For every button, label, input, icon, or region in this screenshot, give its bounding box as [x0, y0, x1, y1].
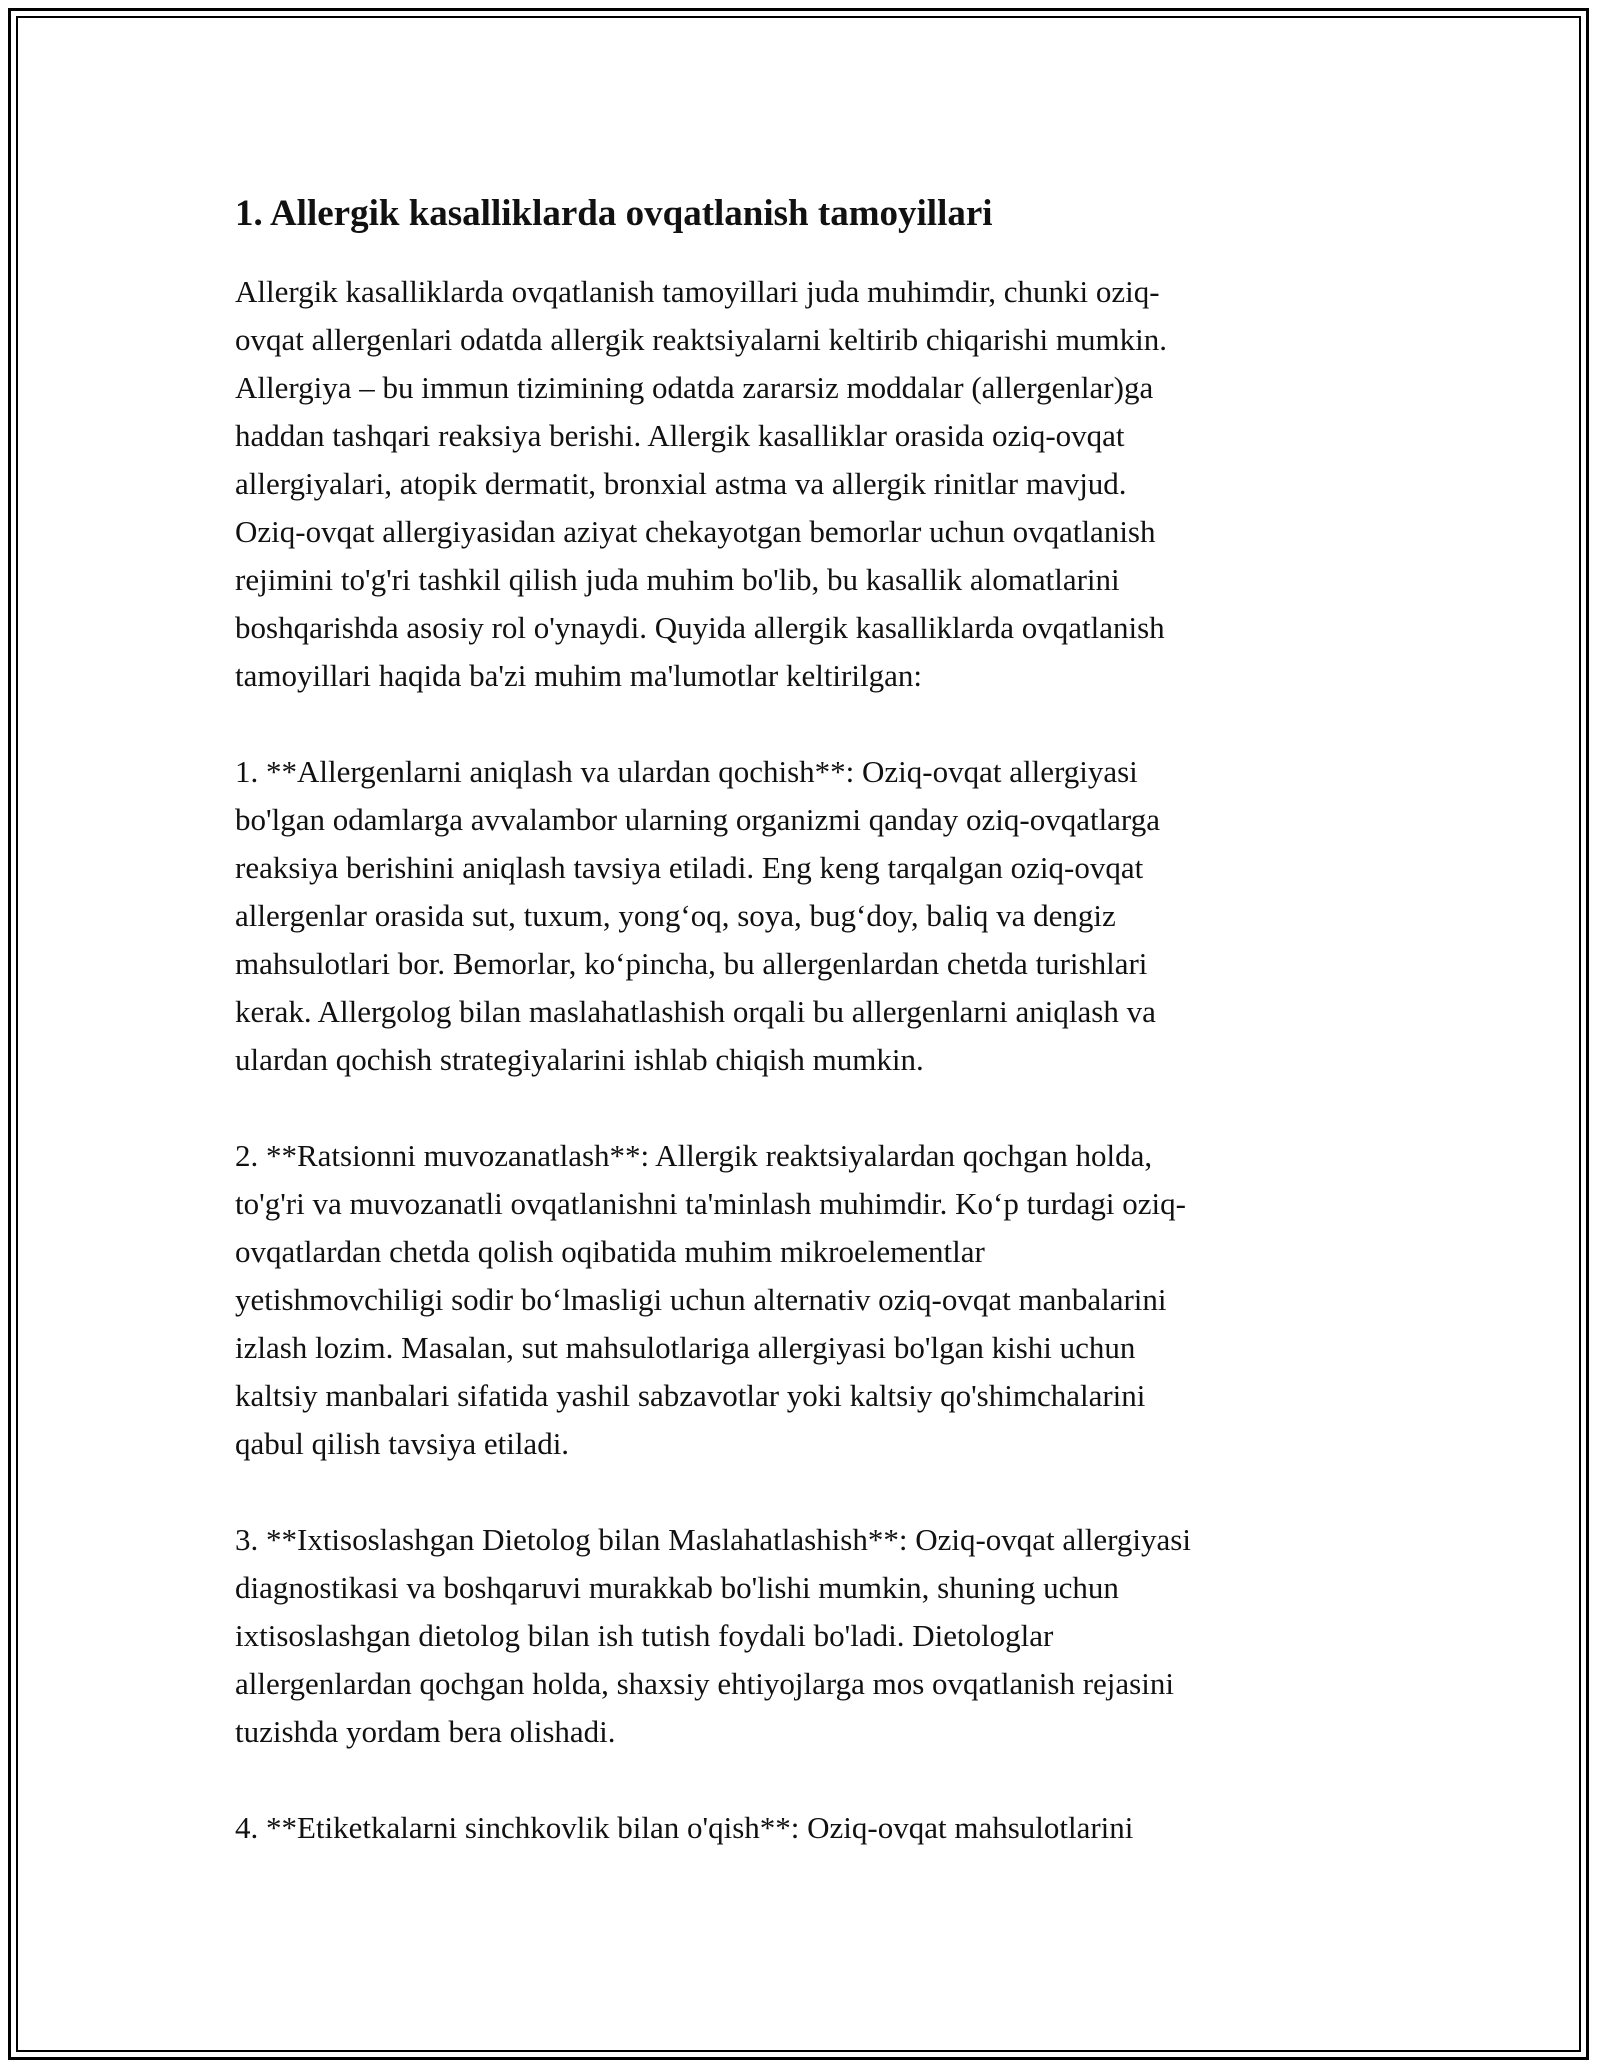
list-item-4-paragraph: [235, 1804, 1385, 1852]
text-line: reaksiya berishini aniqlash tavsiya etiladi. Eng keng tarqalgan oziq-ovqat: [235, 850, 1144, 885]
text-line: ovqat allergenlari odatda allergik reaktsiyalarni keltirib chiqarishi mumkin.: [235, 322, 1168, 357]
text-line: bo'lgan odamlarga avvalambor ularning organizmi qanday oziq-ovqatlarga: [235, 802, 1160, 837]
text-line: Oziq-ovqat allergiyasidan aziyat chekayotgan bemorlar uchun ovqatlanish: [235, 514, 1156, 549]
text-line: Allergik kasalliklarda ovqatlanish tamoyillari juda muhimdir, chunki oziq-: [235, 274, 1160, 309]
text-line: boshqarishda asosiy rol o'ynaydi. Quyida allergik kasalliklarda ovqatlanish: [235, 610, 1165, 645]
text-line: allergenlardan qochgan holda, shaxsiy ehtiyojlarga mos ovqatlanish rejasini: [235, 1666, 1174, 1701]
text-line: mahsulotlari bor. Bemorlar, ko‘pincha, bu allergenlardan chetda turishlari: [235, 946, 1148, 981]
text-line: kerak. Allergolog bilan maslahatlashish orqali bu allergenlarni aniqlash va: [235, 994, 1156, 1029]
list-item-3-paragraph: [235, 1516, 1385, 1756]
text-line: izlash lozim. Masalan, sut mahsulotlariga allergiyasi bo'lgan kishi uchun: [235, 1330, 1136, 1365]
text-line: ixtisoslashgan dietolog bilan ish tutish foydali bo'ladi. Dietologlar: [235, 1618, 1054, 1653]
text-line: allergiyalari, atopik dermatit, bronxial astma va allergik rinitlar mavjud.: [235, 466, 1127, 501]
text-line: qabul qilish tavsiya etiladi.: [235, 1426, 570, 1461]
text-line: to'g'ri va muvozanatli ovqatlanishni ta'minlash muhimdir. Ko‘p turdagi oziq-: [235, 1186, 1186, 1221]
text-line: ulardan qochish strategiyalarini ishlab chiqish mumkin.: [235, 1042, 924, 1077]
text-line: kaltsiy manbalari sifatida yashil sabzavotlar yoki kaltsiy qo'shimchalarini: [235, 1378, 1146, 1413]
text-line: 1. **Allergenlarni aniqlash va ulardan qochish**: Oziq-ovqat allergiyasi: [235, 754, 1138, 789]
text-line: Allergiya – bu immun tizimining odatda zararsiz moddalar (allergenlar)ga: [235, 370, 1154, 405]
list-item-2-paragraph: [235, 1132, 1385, 1468]
text-line: diagnostikasi va boshqaruvi murakkab bo'lishi mumkin, shuning uchun: [235, 1570, 1119, 1605]
text-line: yetishmovchiligi sodir bo‘lmasligi uchun alternativ oziq-ovqat manbalarini: [235, 1282, 1167, 1317]
document-body: [235, 186, 1385, 1900]
text-line: 3. **Ixtisoslashgan Dietolog bilan Maslahatlashish**: Oziq-ovqat allergiyasi: [235, 1522, 1191, 1557]
text-line: 4. **Etiketkalarni sinchkovlik bilan o'qish**: Oziq-ovqat mahsulotlarini: [235, 1810, 1134, 1845]
list-item-1-paragraph: [235, 748, 1385, 1084]
text-line: ovqatlardan chetda qolish oqibatida muhim mikroelementlar: [235, 1234, 985, 1269]
text-line: allergenlar orasida sut, tuxum, yong‘oq, soya, bug‘doy, baliq va dengiz: [235, 898, 1116, 933]
intro-paragraph: [235, 268, 1385, 700]
text-line: tamoyillari haqida ba'zi muhim ma'lumotlar keltirilgan:: [235, 658, 922, 693]
text-line: 2. **Ratsionni muvozanatlash**: Allergik reaktsiyalardan qochgan holda,: [235, 1138, 1153, 1173]
text-line: haddan tashqari reaksiya berishi. Allergik kasalliklar orasida oziq-ovqat: [235, 418, 1125, 453]
text-line: tuzishda yordam bera olishadi.: [235, 1714, 616, 1749]
section-heading: 1. Allergik kasalliklarda ovqatlanish tamoyillari: [235, 193, 993, 234]
text-line: rejimini to'g'ri tashkil qilish juda muhim bo'lib, bu kasallik alomatlarini: [235, 562, 1120, 597]
